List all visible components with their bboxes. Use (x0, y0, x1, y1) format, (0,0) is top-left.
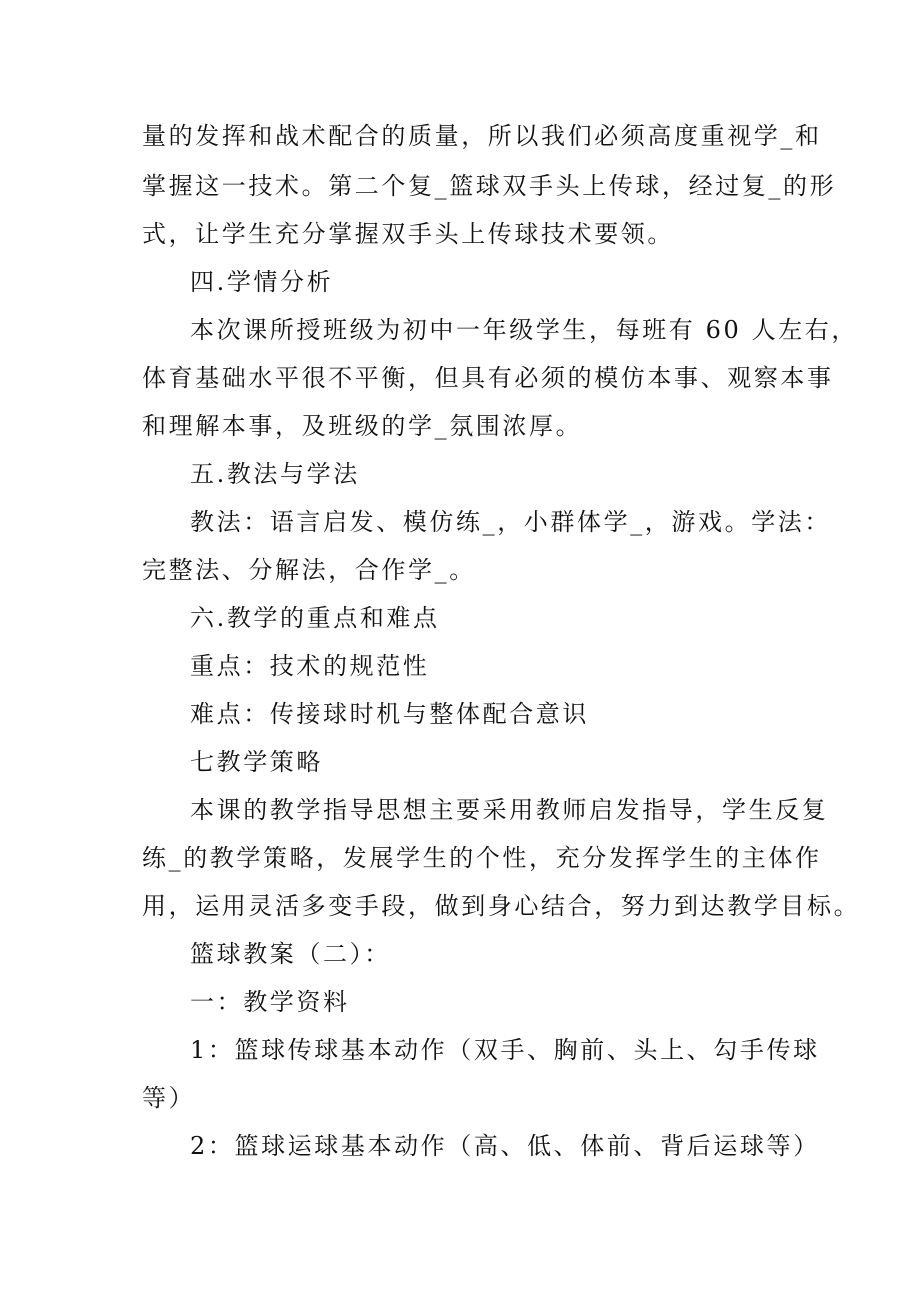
paragraph-line: 用，运用灵活多变手段，做到身心结合，努力到达教学目标。 (142, 892, 861, 920)
section-heading: 七教学策略 (190, 748, 323, 776)
list-item: 1：篮球传球基本动作（双手、胸前、头上、勾手传球 (190, 1036, 820, 1064)
paragraph-line: 本次课所授班级为初中一年级学生，每班有 60 人左右， (190, 316, 858, 344)
paragraph-line: 本课的教学指导思想主要采用教师启发指导，学生反复 (190, 796, 829, 824)
section-heading: 六.教学的重点和难点 (190, 604, 440, 632)
paragraph-line: 难点：传接球时机与整体配合意识 (190, 700, 589, 728)
paragraph-line: 教法：语言启发、模仿练_，小群体学_，游戏。学法： (190, 508, 831, 536)
paragraph-line: 和理解本事，及班级的学_氛围浓厚。 (142, 412, 583, 440)
paragraph-line: 重点：技术的规范性 (190, 652, 430, 680)
paragraph-line: 练_的教学策略，发展学生的个性，充分发挥学生的主体作 (142, 844, 822, 872)
paragraph-line: 完整法、分解法，合作学_。 (142, 556, 476, 584)
list-item: 2：篮球运球基本动作（高、低、体前、背后运球等） (190, 1132, 820, 1160)
list-item: 等） (142, 1084, 196, 1112)
section-heading: 五.教法与学法 (190, 460, 360, 488)
paragraph-line: 式，让学生充分掌握双手头上传球技术要领。 (142, 220, 674, 248)
section-heading: 篮球教案（二）： (190, 940, 391, 968)
paragraph-line: 量的发挥和战术配合的质量，所以我们必须高度重视学_和 (142, 122, 822, 150)
paragraph-line: 体育基础水平很不平衡，但具有必须的模仿本事、观察本事 (142, 364, 834, 392)
paragraph-line: 掌握这一技术。第二个复_篮球双手头上传球，经过复_的形 (142, 172, 837, 200)
section-heading: 四.学情分析 (190, 268, 334, 296)
section-heading: 一：教学资料 (190, 988, 350, 1016)
